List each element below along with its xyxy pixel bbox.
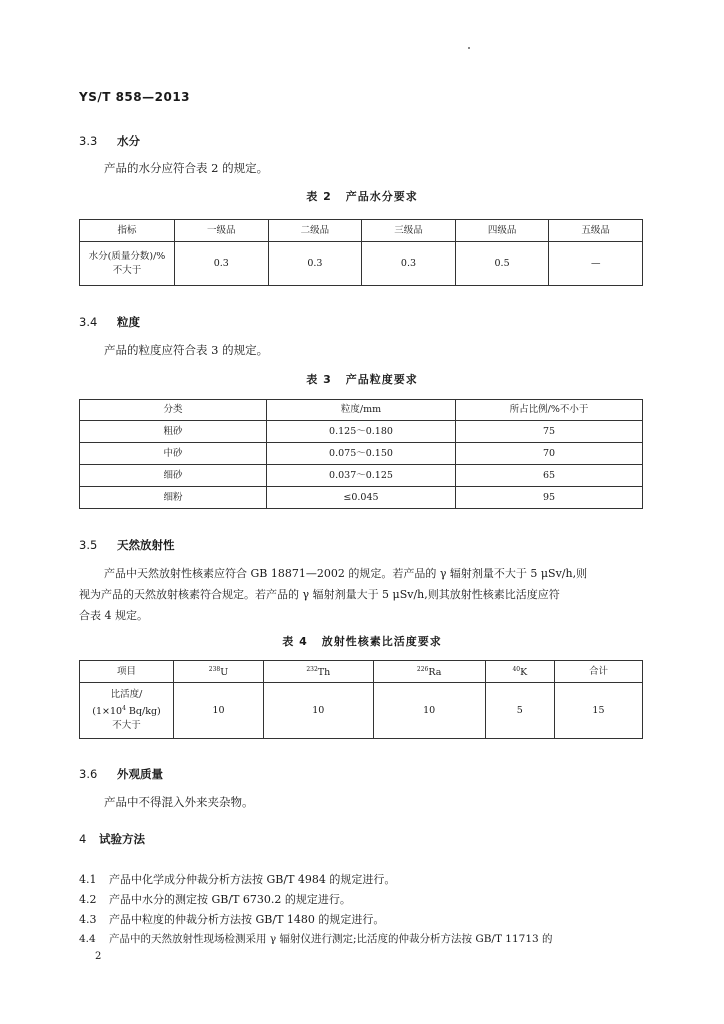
element-symbol: U [220,667,229,679]
section-3-4-heading [79,314,140,330]
element-symbol: Ra [428,667,442,679]
caption-number: 表 2 [306,190,332,203]
table-cell: 粗砂 [80,421,267,443]
scan-speck [468,47,470,49]
element-symbol: K [520,667,528,679]
table-cell: 0.125～0.180 [267,421,456,443]
table-cell: 中砂 [80,443,267,465]
caption-number: 表 3 [306,373,332,386]
table-cell: 75 [456,421,643,443]
section-3-6-heading [79,766,163,782]
section-3-3-heading [79,133,140,149]
table-header-cell: 二级品 [268,220,362,242]
table-cell: 0.3 [175,242,269,286]
table-header-cell: 粒度/mm [267,400,456,421]
table-4 [79,660,643,739]
item-number: 4.4 [79,933,96,945]
table-header-cell: 一级品 [175,220,269,242]
list-item [79,931,553,946]
table-header-cell: 三级品 [362,220,456,242]
table-cell: 70 [456,443,643,465]
item-text: 产品中水分的测定按 GB/T 6730.2 的规定进行。 [109,893,351,906]
section-3-4-text: 产品的粒度应符合表 3 的规定。 [104,343,269,357]
table-row [80,487,643,509]
table-3 [79,399,643,509]
list-item [79,871,395,887]
mass-number: 238 [208,665,221,673]
table-header-cell: 指标 [80,220,175,242]
table-cell: — [549,242,643,286]
section-3-5-line-3: 合表 4 规定。 [79,609,148,622]
isotope-header-k40 [485,661,554,683]
section-3-5-line-2: 视为产品的天然放射核素符合规定。若产品的 γ 辐射剂量大于 5 μSv/h,则其放射性核素比活度应符 [79,588,560,601]
table-cell: 细砂 [80,465,267,487]
table-cell: 5 [485,683,554,739]
isotope-header-ra226 [373,661,485,683]
row-label-line: 比活度/ [110,688,143,700]
isotope-header-u238 [174,661,264,683]
table-cell: ≤0.045 [267,487,456,509]
table-row [80,465,643,487]
list-item [79,891,351,907]
label-part: (1×10 [92,706,123,718]
table-2 [79,219,643,286]
table-header-cell: 合计 [554,661,642,683]
section-3-6-text: 产品中不得混入外来夹杂物。 [104,795,254,809]
section-title: 外观质量 [117,767,163,781]
item-number: 4.1 [79,873,97,886]
table-header-cell: 四级品 [455,220,549,242]
item-text: 产品中的天然放射性现场检测采用 γ 辐射仪进行测定;比活度的仲裁分析方法按 GB/T 11713 的 [109,933,553,945]
isotope-header-th232 [264,661,374,683]
table-4-caption [0,633,724,649]
section-4-heading [79,831,145,847]
section-title: 粒度 [117,315,140,329]
mass-number: 40 [512,665,521,673]
table-cell: 10 [174,683,264,739]
label-exponent: 4 [122,704,126,712]
section-number: 4 [79,832,87,846]
page-number: 2 [95,951,102,962]
section-3-5-line-1: 产品中天然放射性核素应符合 GB 18871—2002 的规定。若产品的 γ 辐射剂量不大于 5 μSv/h,则 [104,567,588,580]
table-cell: 0.3 [268,242,362,286]
item-text: 产品中粒度的仲裁分析方法按 GB/T 1480 的规定进行。 [109,913,385,926]
row-label-line: 不大于 [112,264,142,276]
table-cell: 10 [264,683,374,739]
row-label-line: 不大于 [112,720,141,732]
section-title: 水分 [117,134,140,148]
caption-title: 产品粒度要求 [345,373,418,386]
table-cell: 0.3 [362,242,456,286]
table-cell: 10 [373,683,485,739]
section-number: 3.4 [79,315,98,329]
item-text: 产品中化学成分仲裁分析方法按 GB/T 4984 的规定进行。 [109,873,396,886]
section-title: 试验方法 [99,832,145,846]
caption-title: 放射性核素比活度要求 [321,635,442,648]
section-title: 天然放射性 [117,538,175,552]
element-symbol: Th [317,667,331,679]
table-2-caption [0,188,724,204]
section-number: 3.6 [79,767,98,781]
table-3-caption [0,371,724,387]
row-label-line: 水分(质量分数)/% [88,250,166,262]
table-header-cell: 所占比例/%不小于 [456,400,643,421]
table-header-cell: 分类 [80,400,267,421]
list-item [79,911,384,927]
caption-number: 表 4 [282,635,308,648]
mass-number: 226 [416,665,429,673]
table-cell: 细粉 [80,487,267,509]
section-3-5-heading [79,537,175,553]
mass-number: 232 [306,665,318,673]
table-cell: 0.075～0.150 [267,443,456,465]
caption-title: 产品水分要求 [345,190,418,203]
table-row [80,443,643,465]
item-number: 4.3 [79,913,97,926]
label-part: Bq/kg) [125,706,161,718]
table-row-label [80,683,174,739]
table-cell: 0.5 [455,242,549,286]
section-3-3-text: 产品的水分应符合表 2 的规定。 [104,161,269,175]
table-header-cell: 五级品 [549,220,643,242]
row-label-line [80,702,173,719]
standard-header: YS/T 858—2013 [79,90,191,104]
section-number: 3.3 [79,134,98,148]
item-number: 4.2 [79,893,97,906]
table-row [80,421,643,443]
table-cell: 0.037～0.125 [267,465,456,487]
table-cell: 65 [456,465,643,487]
table-cell: 15 [554,683,642,739]
table-row-label [80,242,175,286]
section-number: 3.5 [79,538,98,552]
table-cell: 95 [456,487,643,509]
table-header-cell: 项目 [80,661,174,683]
